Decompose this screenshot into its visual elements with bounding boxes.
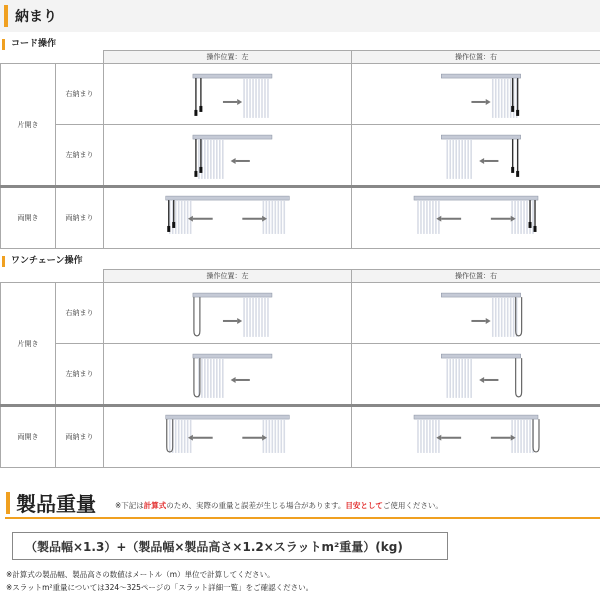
cord-weight [529,222,532,228]
chain-header-left: 操作位置：左 [104,270,352,283]
footnote: ※計算式の製品幅、製品高さの数値はメートル（m）単位で計算してください。 [6,570,275,579]
diagram-cord-right-both [352,187,600,249]
cord-weight [199,167,202,173]
cord-weight [172,222,175,228]
weight-note-emphasis: 計算式 [143,501,167,510]
section-header [0,0,600,32]
head-rail [193,293,272,297]
cord-group-double: 両開き [1,187,56,249]
accent-bar [4,5,8,27]
head-rail [414,415,538,419]
chain-row-both: 両納まり [56,406,104,468]
cord-weight [534,226,537,232]
chain-group-double: 両開き [1,406,56,468]
cord-row-both: 両納まり [56,187,104,249]
diagram-cord-left-right [104,64,352,125]
arrow-head [479,158,484,164]
chain-loop [533,419,539,452]
head-rail [441,135,520,139]
head-rail [441,354,520,358]
chain-loop [194,297,200,336]
chain-table [0,269,600,468]
chain-loop [516,358,522,397]
cord-header-right: 操作位置：右 [352,51,600,64]
diagram-cord-left-both [104,187,352,249]
divider [5,517,600,519]
arrow-head [486,99,491,105]
head-rail [414,196,538,200]
cord-table [0,50,600,249]
arrow-head [479,377,484,383]
weight-note-emphasis: 目安として [345,501,383,510]
weight-accent-bar [6,492,10,514]
cord-weight [194,171,197,177]
cord-row-right: 右納まり [56,64,104,125]
arrow-head [486,318,491,324]
head-rail [193,354,272,358]
head-rail [166,415,290,419]
weight-note-text: ※下記は [115,501,144,510]
cord-weight [167,226,170,232]
chain-row-right: 右納まり [56,283,104,344]
diagram-cord-left-left [104,125,352,187]
cord-weight [199,106,202,112]
head-rail [166,196,290,200]
weight-formula: （製品幅×1.3）+（製品幅×製品高さ×1.2×スラットm²重量）(kg) [12,532,448,560]
arrow-head [237,99,242,105]
head-rail [441,293,520,297]
weight-note-text: ご使用ください。 [382,501,443,510]
arrow-head [231,377,236,383]
chain-row-left: 左納まり [56,344,104,406]
cord-group-single: 片開き [1,64,56,187]
diagram-chain-left-right [104,283,352,344]
cord-weight [511,167,514,173]
diagram-cord-right-left [352,125,600,187]
cord-row-left: 左納まり [56,125,104,187]
head-rail [193,74,272,78]
cord-label: コード操作 [2,39,56,50]
weight-title: 製品重量 [16,492,96,516]
diagram-chain-left-both [104,406,352,468]
chain-header-right: 操作位置：右 [352,270,600,283]
diagram-chain-right-both [352,406,600,468]
chain-group-single: 片開き [1,283,56,406]
arrow-head [231,158,236,164]
cord-weight [511,106,514,112]
chain-label: ワンチェーン操作 [2,256,83,267]
cord-weight [516,110,519,116]
diagram-cord-right-right [352,64,600,125]
weight-note-text: のため、実際の重量と誤差が生じる場合があります。 [166,501,346,510]
weight-note [115,500,443,511]
head-rail [441,74,520,78]
arrow-head [237,318,242,324]
diagram-chain-right-left [352,344,600,406]
diagram-chain-right-right [352,283,600,344]
head-rail [193,135,272,139]
cord-weight [516,171,519,177]
cord-weight [194,110,197,116]
cord-header-left: 操作位置：左 [104,51,352,64]
section-title: 納まり [15,9,57,25]
footnote: ※スラットm²重量については324～325ページの「スラット詳細一覧」をご確認ください。 [6,583,314,592]
diagram-chain-left-left [104,344,352,406]
